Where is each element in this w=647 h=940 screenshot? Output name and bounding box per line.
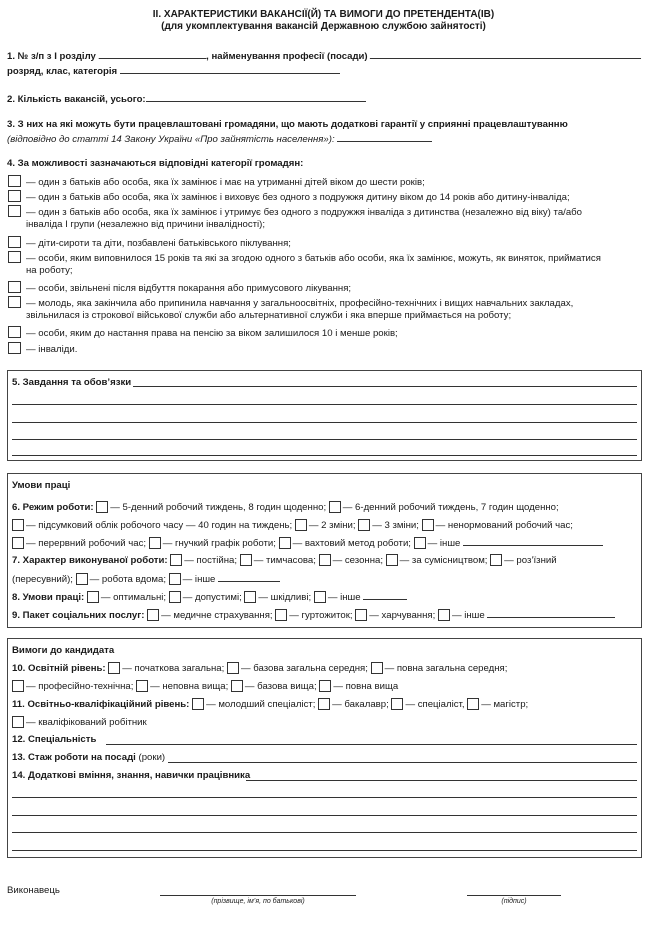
category-label-3-continued: інваліда I групи (незалежно від причини інвалідності); [26,219,266,230]
specialty-field[interactable] [106,744,637,745]
character-other-checkbox[interactable] [169,573,181,585]
category-label-6: — особи, звільнені після відбуття покарання або примусового лікування; [26,283,352,294]
category-checkbox-6[interactable] [8,281,21,293]
section-1-row [7,49,641,62]
work-character-row-2: (пересувний); — робота вдома; — інше [12,572,280,585]
category-row-6 [8,281,351,294]
edu-primary-checkbox[interactable] [108,662,120,674]
edu-basic-higher-checkbox[interactable] [231,680,243,692]
character-home-checkbox[interactable] [76,573,88,585]
form-section-title: ІІ. ХАРАКТЕРИСТИКИ ВАКАНСІЇ(Й) ТА ВИМОГИ ДО ПРЕТЕНДЕНТА(ІВ) [152,9,495,20]
experience-field[interactable] [168,762,637,763]
education-row-2: — професійно-технічна; — неповна вища; — базова вища; — повна вища [12,680,398,692]
vacancies-count-label: 2. Кількість вакансій, усього: [7,94,146,105]
rank-field[interactable] [120,64,340,74]
section-3-note-row [7,132,432,145]
skills-label: 14. Додаткові вміння, знання, навички працівника [12,770,251,781]
experience-label: 13. Стаж роботи на посаді [12,752,136,763]
mode-2shift-checkbox[interactable] [295,519,307,531]
qual-skilled-worker-checkbox[interactable] [12,716,24,728]
category-row-3 [8,205,582,218]
category-row-1 [8,175,425,188]
cond-acceptable-checkbox[interactable] [169,591,181,603]
social-other-checkbox[interactable] [438,609,450,621]
skills-line-3[interactable] [12,815,637,816]
work-conditions-box [7,473,642,628]
qual-bachelor-checkbox[interactable] [318,698,330,710]
qualification-row-2: — кваліфікований робітник [12,716,147,728]
social-dormitory-checkbox[interactable] [275,609,287,621]
social-medical-checkbox[interactable] [147,609,159,621]
category-row-9 [8,342,77,355]
mode-rotation-checkbox[interactable] [279,537,291,549]
category-checkbox-4[interactable] [8,236,21,248]
requirements-heading: Вимоги до кандидата [12,645,115,656]
edu-vocational-checkbox[interactable] [12,680,24,692]
character-temporary-checkbox[interactable] [240,554,252,566]
profession-field[interactable] [370,49,641,59]
work-character-label: 7. Характер виконуваної роботи: [12,555,168,566]
social-package-row: 9. Пакет соціальних послуг: — медичне страхування; — гуртожиток; — харчування; — інше [12,608,615,621]
section-2-row [7,92,366,105]
guaranteed-citizens-field[interactable] [337,132,432,142]
profession-label: , найменування професії (посади) [206,51,368,62]
mode-irregular-checkbox[interactable] [422,519,434,531]
character-parttime-checkbox[interactable] [386,554,398,566]
work-character-row-1: 7. Характер виконуваної роботи: — постійна; — тимчасова; — сезонна; — за сумісництвом; — роз’їзний [12,555,557,566]
qual-junior-specialist-checkbox[interactable] [192,698,204,710]
skills-line-5[interactable] [12,850,637,851]
work-conditions-row: 8. Умови праці: — оптимальні; — допустимі; — шкідливі; — інше [12,590,407,603]
category-row-4 [8,236,291,249]
category-label-7-continued: звільнилася із строкової військової служби або альтернативної служби і яка вперше приймається на роботу; [26,310,512,321]
specialty-label: 12. Спеціальність [12,734,97,745]
category-row-2 [8,190,570,203]
experience-unit: (роки) [135,752,166,763]
category-label-2: — один з батьків або особа, яка їх замінює і виховує без одного з подружжя дитину віком до 14 років або дитину-інваліда; [26,192,570,203]
category-row-5 [8,251,601,264]
item-number-field[interactable] [98,49,206,59]
duties-label: 5. Завдання та обов’язки [12,377,132,388]
character-seasonal-checkbox[interactable] [319,554,331,566]
mode-5day-checkbox[interactable] [96,501,108,513]
category-checkbox-9[interactable] [8,342,21,354]
qualification-level-label: 11. Освітньо-кваліфікаційний рівень: [12,699,190,710]
section-1-rank-row [7,64,340,77]
duties-line-2[interactable] [12,404,637,405]
signature-field[interactable] [467,895,561,896]
executor-name-field[interactable] [160,895,356,896]
edu-incomplete-higher-checkbox[interactable] [136,680,148,692]
executor-name-caption: (прізвище, ім’я, по батькові) [211,898,305,905]
category-label-7: — молодь, яка закінчила або припинила навчання у загальноосвітніх, професійно-технічних і вищих навчальних закладах, [26,298,574,309]
edu-basic-secondary-checkbox[interactable] [227,662,239,674]
duties-line-3[interactable] [12,422,637,423]
social-meals-checkbox[interactable] [355,609,367,621]
category-row-8 [8,326,398,339]
signature-caption: (підпис) [501,898,527,905]
qual-master-checkbox[interactable] [467,698,479,710]
section-3-label [7,119,568,130]
experience-label-row [12,752,165,763]
category-label-3: — один з батьків або особа, яка їх замінює і утримує без одного з подружжя інваліда з дитинства (незалежно від віку) та/або [26,207,582,218]
cond-other-field[interactable] [363,590,407,600]
duties-line-1[interactable] [133,386,637,387]
candidate-requirements-box [7,638,642,858]
character-traveling-checkbox[interactable] [490,554,502,566]
edu-full-secondary-checkbox[interactable] [371,662,383,674]
skills-line-2[interactable] [12,797,637,798]
mode-flexible-checkbox[interactable] [149,537,161,549]
qual-specialist-checkbox[interactable] [391,698,403,710]
skills-line-1[interactable] [246,780,637,781]
skills-line-4[interactable] [12,832,637,833]
vacancies-count-field[interactable] [146,92,366,102]
character-other-field[interactable] [218,572,280,582]
character-permanent-checkbox[interactable] [170,554,182,566]
work-conditions-label: 8. Умови праці: [12,592,85,603]
work-mode-row-2: — підсумковий облік робочого часу — 40 годин на тиждень; — 2 зміни; — 3 зміни; — ненормований робочий час; [12,519,573,531]
social-other-field[interactable] [487,608,615,618]
section-4-label: 4. За можливості зазначаються відповідні категорії громадян: [7,158,304,169]
category-checkbox-7[interactable] [8,296,21,308]
mode-other-checkbox[interactable] [414,537,426,549]
mode-6day-checkbox[interactable] [329,501,341,513]
qualification-row-1: 11. Освітньо-кваліфікаційний рівень: — молодший спеціаліст; — бакалавр; — спеціаліст, — магістр; [12,699,529,710]
mode-summary-checkbox[interactable] [12,519,24,531]
form-section-subtitle: (для укомплектування вакансій Державною службою зайнятості) [161,21,486,32]
education-level-label: 10. Освітній рівень: [12,663,106,674]
mode-intermittent-checkbox[interactable] [12,537,24,549]
category-label-1: — один з батьків або особа, яка їх замінює і має на утриманні дітей віком до шести років; [26,177,425,188]
cond-other-checkbox[interactable] [314,591,326,603]
item-number-label: 1. № з/п з І розділу [7,51,96,62]
mode-other-field[interactable] [463,536,603,546]
cond-optimal-checkbox[interactable] [87,591,99,603]
edu-full-higher-checkbox[interactable] [319,680,331,692]
duties-line-5[interactable] [12,455,637,456]
category-checkbox-1[interactable] [8,175,21,187]
category-label-5-continued: на роботу; [26,265,73,276]
rank-label: розряд, клас, категорія [7,66,118,77]
category-label-4: — діти-сироти та діти, позбавлені батьківського піклування; [26,238,291,249]
guaranteed-citizens-label: 3. З них на які можуть бути працевлаштовані громадяни, що мають додаткові гарантії у сприянні працевлаштуванню [7,119,568,130]
category-row-7 [8,296,573,309]
duties-line-4[interactable] [12,439,637,440]
category-label-9: — інваліди. [26,344,78,355]
category-checkbox-2[interactable] [8,190,21,202]
social-package-label: 9. Пакет соціальних послуг: [12,610,145,621]
duties-box [7,370,642,461]
category-label-5: — особи, яким виповнилося 15 років та які за згодою одного з батьків або особи, яка їх замінює, можуть, як виняток, прийматися [26,253,601,264]
mode-3shift-checkbox[interactable] [358,519,370,531]
law-reference-note: (відповідно до статті 14 Закону України «Про зайнятість населення»): [7,134,338,145]
category-checkbox-8[interactable] [8,326,21,338]
category-label-8: — особи, яким до настання права на пенсію за віком залишилося 10 і менше років; [26,328,398,339]
work-mode-row-1: 6. Режим роботи: — 5-денний робочий тиждень, 8 годин щоденно; — 6-денний робочий тиждень, 7 годин щоденно; [12,502,559,513]
work-mode-row-3: — перервний робочий час; — гнучкий графік роботи; — вахтовий метод роботи; — інше [12,536,603,549]
category-checkbox-3[interactable] [8,205,21,217]
work-conditions-heading: Умови праці [12,480,71,491]
executor-label: Виконавець [7,885,60,896]
work-mode-label: 6. Режим роботи: [12,502,94,513]
cond-harmful-checkbox[interactable] [244,591,256,603]
education-row-1: 10. Освітній рівень: — початкова загальна; — базова загальна середня; — повна загальна середня; [12,663,508,674]
category-checkbox-5[interactable] [8,251,21,263]
